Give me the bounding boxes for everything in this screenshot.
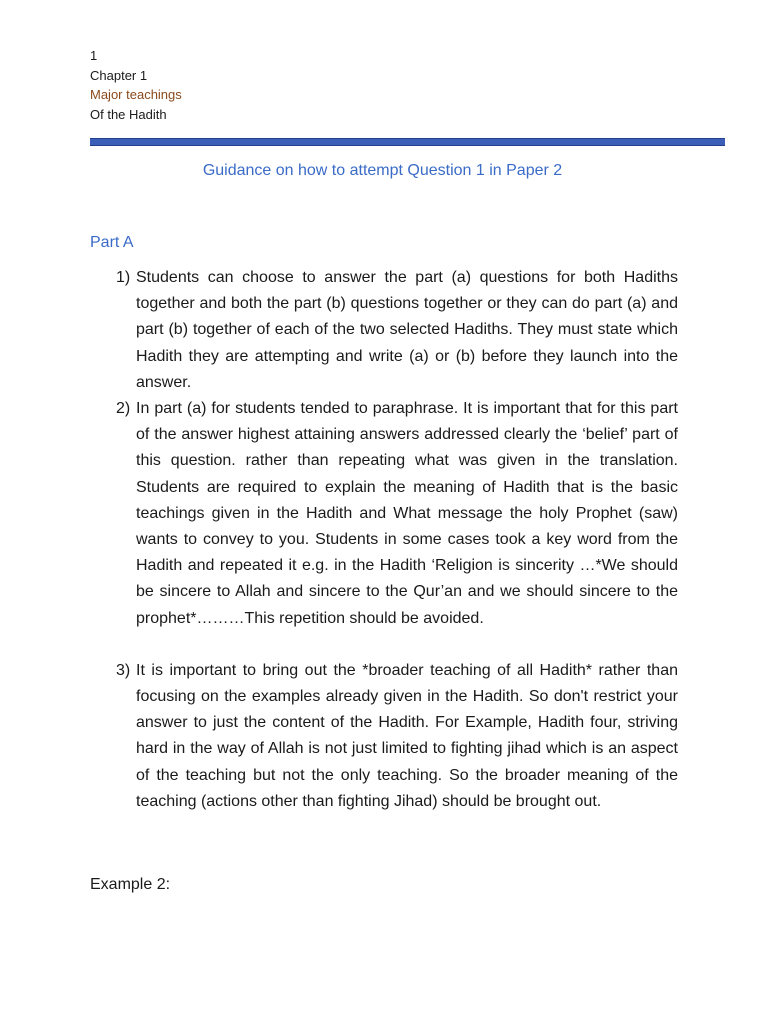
example-label: Example 2: [90, 876, 171, 893]
subtitle-label: Of the Hadith [90, 106, 167, 122]
item-text: Students can choose to answer the part (a) questions for both Hadiths together and both the part (b) questions together or they can do part (a) and part (b) together of each of the two selected Hadiths. They must state which Hadith they are attempting and write (a) or (b) before they launch into the answer. [136, 269, 678, 391]
topic-label: Major teachings [90, 87, 182, 102]
list-item [90, 658, 678, 815]
document-header [90, 46, 182, 124]
list-item [90, 396, 678, 632]
part-a-heading: Part A [90, 234, 134, 251]
guidance-heading: Guidance on how to attempt Question 1 in Paper 2 [202, 162, 563, 179]
item-number: 3) [116, 661, 131, 679]
page-number: 1 [90, 48, 98, 63]
guidance-list [90, 265, 678, 815]
item-number: 1) [116, 269, 131, 286]
item-number: 2) [116, 400, 131, 418]
header-divider [90, 138, 725, 146]
item-text: In part (a) for students tended to paraphrase. It is important that for this part of the answer highest attaining answers addressed clearly the ‘belief’ part of this question. rather than repeating what was given in the translation. Students are required to explain the meaning of Hadith that is the basic teachings given in the Hadith and What message the holy Prophet (saw) wants to convey to you. Students in some cases took a key word from the Hadith and repeated it e.g. in the Hadith ‘Religion is sincerity …*We should be sincere to Allah and sincere to the Qur’an and we should sincere to the prophet*………This repetition should be avoided. [136, 400, 678, 627]
spacer [90, 632, 678, 658]
chapter-label: Chapter 1 [90, 67, 148, 83]
item-text: It is important to bring out the *broader teaching of all Hadith* rather than focusing on the examples already given in the Hadith. So don't restrict your answer to just the content of the Hadith. For Example, Hadith four, striving hard in the way of Allah is not just limited to fighting jihad which is an aspect of the teaching but not the only teaching. So the broader meaning of the teaching (actions other than fighting Jihad) should be brought out. [136, 661, 678, 810]
list-item [90, 265, 678, 396]
